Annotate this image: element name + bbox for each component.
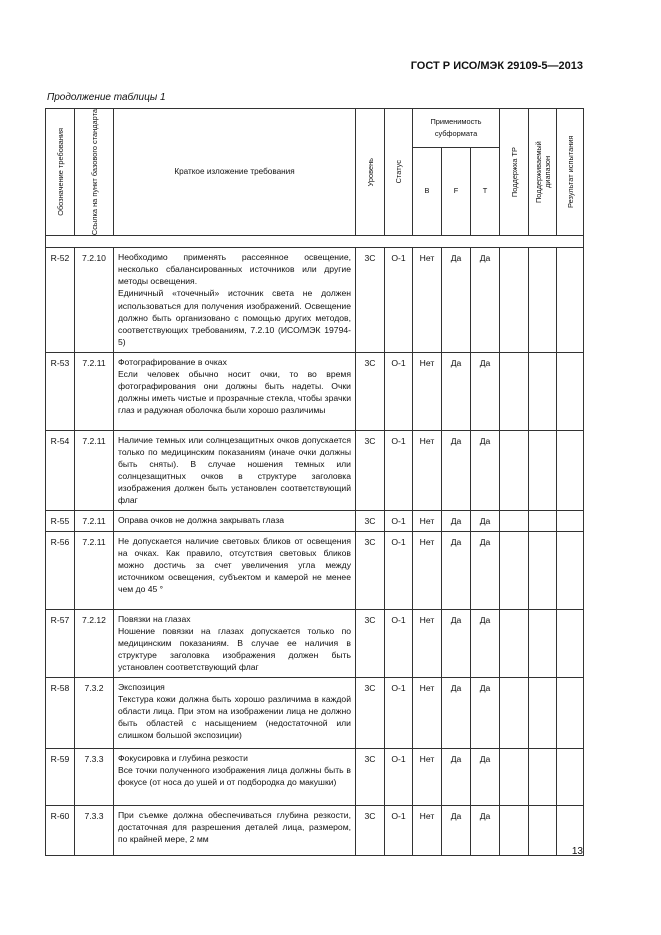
row-sub-b: Нет bbox=[413, 749, 442, 806]
table-continuation-caption: Продолжение таблицы 1 bbox=[47, 92, 166, 103]
row-test-result bbox=[557, 352, 584, 430]
row-sub-b: Нет bbox=[413, 248, 442, 353]
row-test-result bbox=[557, 609, 584, 677]
col-test-result: Результат испытания bbox=[557, 109, 584, 236]
row-sub-t: Да bbox=[471, 248, 500, 353]
row-sub-b: Нет bbox=[413, 352, 442, 430]
row-summary: Экспозиция Текстура кожи должна быть хорошо различима в каждой области лица. При этом на изображении лица не должно быть областей с насыщением (недостаточной или слишком большой экспозиции) bbox=[114, 678, 356, 749]
col-reference: Ссылка на пункт базового стандарта bbox=[75, 109, 114, 236]
header-spacer bbox=[46, 236, 584, 248]
row-summary: Не допускается наличие световых бликов от освещения на очках. Как правило, отсутствия световых бликов можно достичь за счет увеличения угла между источником освещения, субъектом и камерой не менее чем до 45 ° bbox=[114, 531, 356, 609]
requirements-table bbox=[45, 108, 584, 856]
col-sub-b: B bbox=[413, 147, 442, 235]
col-designation: Обозначение требования bbox=[46, 109, 75, 236]
table-row bbox=[46, 749, 584, 806]
row-status: O-1 bbox=[385, 749, 413, 806]
row-sub-t: Да bbox=[471, 749, 500, 806]
row-tp-support bbox=[500, 806, 529, 856]
row-level: 3C bbox=[356, 531, 385, 609]
row-id: R-52 bbox=[46, 248, 75, 353]
row-level: 3C bbox=[356, 678, 385, 749]
row-level: 3C bbox=[356, 749, 385, 806]
col-applicability: Применимость субформата bbox=[413, 109, 500, 148]
col-sub-f: F bbox=[442, 147, 471, 235]
col-status: Статус bbox=[385, 109, 413, 236]
table-row bbox=[46, 248, 584, 353]
row-sub-f: Да bbox=[442, 749, 471, 806]
row-level: 3C bbox=[356, 430, 385, 511]
row-id: R-54 bbox=[46, 430, 75, 511]
row-sub-f: Да bbox=[442, 248, 471, 353]
row-status: O-1 bbox=[385, 678, 413, 749]
row-tp-support bbox=[500, 749, 529, 806]
row-reference: 7.2.11 bbox=[75, 352, 114, 430]
table-row bbox=[46, 430, 584, 511]
row-status: O-1 bbox=[385, 430, 413, 511]
row-sub-f: Да bbox=[442, 430, 471, 511]
row-test-result bbox=[557, 430, 584, 511]
row-supported-range bbox=[529, 511, 557, 531]
row-reference: 7.3.2 bbox=[75, 678, 114, 749]
row-status: O-1 bbox=[385, 248, 413, 353]
row-test-result bbox=[557, 531, 584, 609]
row-id: R-60 bbox=[46, 806, 75, 856]
row-level: 3C bbox=[356, 806, 385, 856]
row-reference: 7.3.3 bbox=[75, 749, 114, 806]
row-supported-range bbox=[529, 678, 557, 749]
row-sub-f: Да bbox=[442, 531, 471, 609]
row-status: O-1 bbox=[385, 352, 413, 430]
col-summary: Краткое изложение требования bbox=[114, 109, 356, 236]
row-sub-t: Да bbox=[471, 678, 500, 749]
row-reference: 7.2.11 bbox=[75, 430, 114, 511]
row-id: R-53 bbox=[46, 352, 75, 430]
row-summary: Наличие темных или солнцезащитных очков допускается только по медицинским показаниям (иначе очки должны быть сняты). В случае ношения темных или солнцезащитных очков в структуре заголовка изображения должен быть установлен соответствующий флаг bbox=[114, 430, 356, 511]
row-test-result bbox=[557, 749, 584, 806]
row-sub-t: Да bbox=[471, 430, 500, 511]
row-tp-support bbox=[500, 609, 529, 677]
row-supported-range bbox=[529, 609, 557, 677]
row-level: 3C bbox=[356, 352, 385, 430]
col-level: Уровень bbox=[356, 109, 385, 236]
row-sub-f: Да bbox=[442, 609, 471, 677]
row-reference: 7.2.12 bbox=[75, 609, 114, 677]
row-supported-range bbox=[529, 806, 557, 856]
col-supported-range: Поддерживаемый диапазон bbox=[529, 109, 557, 236]
row-test-result bbox=[557, 511, 584, 531]
row-sub-f: Да bbox=[442, 806, 471, 856]
row-id: R-59 bbox=[46, 749, 75, 806]
row-supported-range bbox=[529, 531, 557, 609]
table-row bbox=[46, 352, 584, 430]
row-summary: Фотографирование в очках Если человек обычно носит очки, то во время фотографирования они должны быть надеты. Очки должны иметь чистые и прозрачные стекла, чтобы зрачки глаз и радужная оболочка были хорошо различимы bbox=[114, 352, 356, 430]
row-sub-t: Да bbox=[471, 531, 500, 609]
table-row bbox=[46, 531, 584, 609]
row-test-result bbox=[557, 678, 584, 749]
row-id: R-56 bbox=[46, 531, 75, 609]
row-sub-t: Да bbox=[471, 806, 500, 856]
row-status: O-1 bbox=[385, 806, 413, 856]
row-tp-support bbox=[500, 531, 529, 609]
row-tp-support bbox=[500, 430, 529, 511]
row-test-result bbox=[557, 248, 584, 353]
row-sub-f: Да bbox=[442, 511, 471, 531]
col-tp-support: Поддержка ТР bbox=[500, 109, 529, 236]
row-sub-b: Нет bbox=[413, 511, 442, 531]
row-sub-b: Нет bbox=[413, 609, 442, 677]
table-row bbox=[46, 609, 584, 677]
row-status: O-1 bbox=[385, 531, 413, 609]
table-row bbox=[46, 511, 584, 531]
row-sub-b: Нет bbox=[413, 531, 442, 609]
table-row bbox=[46, 678, 584, 749]
row-status: O-1 bbox=[385, 511, 413, 531]
page-number: 13 bbox=[571, 846, 583, 857]
row-supported-range bbox=[529, 749, 557, 806]
row-sub-b: Нет bbox=[413, 806, 442, 856]
row-summary: Фокусировка и глубина резкости Все точки полученного изображения лица должны быть в фокусе (от носа до ушей и от подбородка до макушки) bbox=[114, 749, 356, 806]
row-sub-b: Нет bbox=[413, 430, 442, 511]
row-sub-t: Да bbox=[471, 352, 500, 430]
row-tp-support bbox=[500, 248, 529, 353]
row-id: R-58 bbox=[46, 678, 75, 749]
row-supported-range bbox=[529, 248, 557, 353]
row-id: R-55 bbox=[46, 511, 75, 531]
row-summary: Оправа очков не должна закрывать глаза bbox=[114, 511, 356, 531]
row-level: 3C bbox=[356, 609, 385, 677]
row-reference: 7.3.3 bbox=[75, 806, 114, 856]
row-sub-t: Да bbox=[471, 511, 500, 531]
row-sub-f: Да bbox=[442, 352, 471, 430]
col-sub-t: T bbox=[471, 147, 500, 235]
table-row bbox=[46, 806, 584, 856]
row-supported-range bbox=[529, 430, 557, 511]
row-sub-b: Нет bbox=[413, 678, 442, 749]
row-summary: При съемке должна обеспечиваться глубина резкости, достаточная для разрешения деталей лица, размером, по крайней мере, 2 мм bbox=[114, 806, 356, 856]
row-sub-f: Да bbox=[442, 678, 471, 749]
row-level: 3C bbox=[356, 511, 385, 531]
document-id: ГОСТ Р ИСО/МЭК 29109-5—2013 bbox=[410, 60, 583, 72]
row-reference: 7.2.11 bbox=[75, 511, 114, 531]
row-level: 3C bbox=[356, 248, 385, 353]
row-status: O-1 bbox=[385, 609, 413, 677]
row-summary: Повязки на глазах Ношение повязки на глазах допускается только по медицинским показаниям. В случае ее наличия в структуре заголовка изображения должен быть установлен соответствующий флаг bbox=[114, 609, 356, 677]
row-id: R-57 bbox=[46, 609, 75, 677]
row-tp-support bbox=[500, 678, 529, 749]
row-reference: 7.2.11 bbox=[75, 531, 114, 609]
row-tp-support bbox=[500, 352, 529, 430]
row-supported-range bbox=[529, 352, 557, 430]
row-sub-t: Да bbox=[471, 609, 500, 677]
row-reference: 7.2.10 bbox=[75, 248, 114, 353]
row-summary: Необходимо применять рассеянное освещение, несколько сбалансированных источников или другие методы освещения. Единичный «точечный» источник света не должен использоваться для получения изображений. Освещение должно быть организовано с помощью других методов, соответствующих требованиям, 7.2.10 (ИСО/МЭК 19794-5) bbox=[114, 248, 356, 353]
row-tp-support bbox=[500, 511, 529, 531]
